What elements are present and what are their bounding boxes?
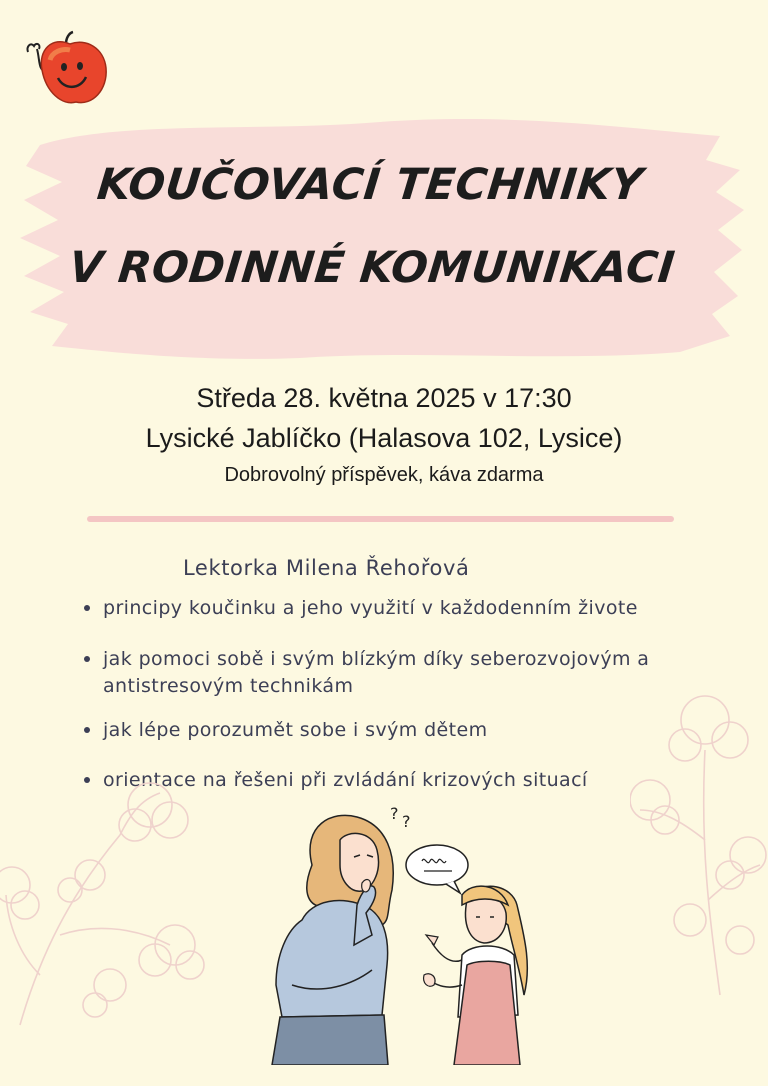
bullet-dot-icon: [84, 605, 90, 611]
lecturer-name: Lektorka Milena Řehořová: [183, 556, 470, 580]
bullet-dot-icon: [84, 727, 90, 733]
speech-bubble-icon: [406, 845, 468, 893]
topic-item: [82, 646, 722, 700]
topic-item: [82, 717, 722, 744]
question-mark: ?: [390, 804, 399, 823]
event-place: Lysické Jablíčko (Halasova 102, Lysice): [145, 423, 623, 453]
event-fee: Dobrovolný příspěvek, káva zdarma: [224, 464, 544, 486]
title-line-2: V RODINNÉ KOMUNIKACI: [66, 243, 678, 293]
divider: [87, 516, 674, 522]
question-mark: ?: [402, 812, 411, 831]
parsley-decoration-icon: [0, 775, 210, 1035]
title-line-1: KOUČOVACÍ TECHNIKY: [94, 160, 646, 210]
bullet-dot-icon: [84, 656, 90, 662]
topic-text: principy koučinku a jeho využití v každodenním živote: [103, 597, 638, 619]
mother-daughter-illustration: [262, 795, 542, 1065]
event-date: Středa 28. května 2025 v 17:30: [196, 383, 572, 413]
topic-text: jak lépe porozumět sobe i svým dětem: [103, 719, 488, 741]
topic-text: orientace na řešeni při zvládání krizových situací: [103, 769, 588, 791]
brush-stroke-background: [0, 100, 768, 380]
topic-item: [82, 595, 722, 622]
smiling-apple-icon: [22, 30, 114, 110]
parsley-decoration-icon: [630, 670, 768, 1000]
topic-text: jak pomoci sobě i svým blízkým díky seberozvojovým a antistresovým technikám: [103, 648, 650, 697]
